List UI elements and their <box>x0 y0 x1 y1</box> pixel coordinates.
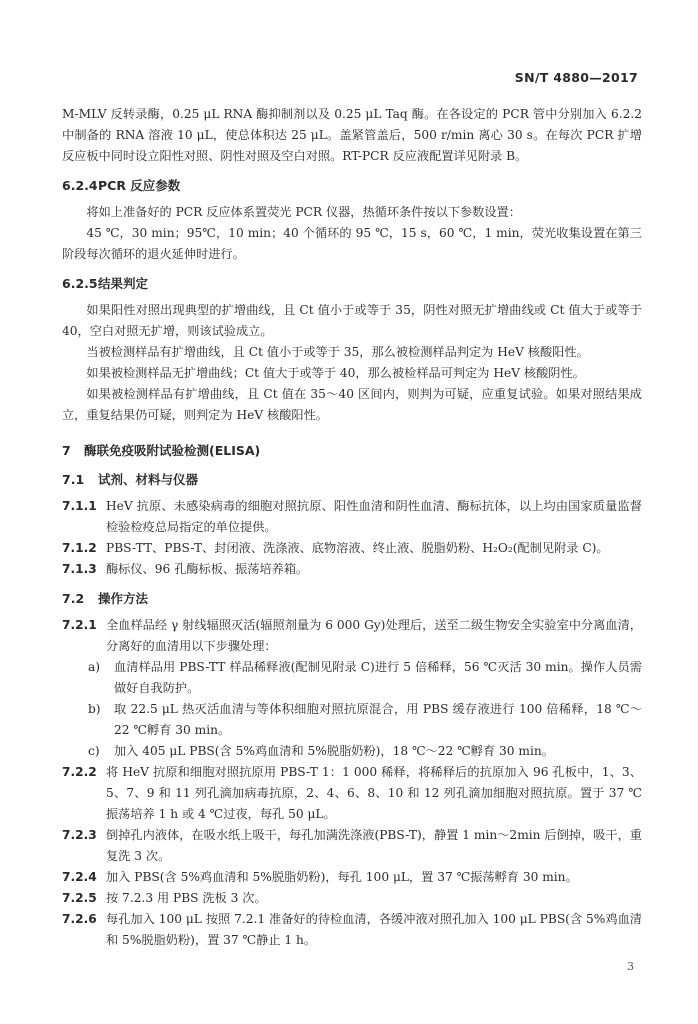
clause-number: 7.1.3 <box>62 562 97 576</box>
clause-item <box>62 538 642 559</box>
clause-text: 全血样品经 γ 射线辐照灭活(辐照剂量为 6 000 Gy)处理后，送至二级生物安全实验室中分离血清，分离好的血清用以下步骤处理： <box>106 618 642 653</box>
sub-step <box>88 699 642 741</box>
paragraph: 当被检测样品有扩增曲线，且 Ct 值小于或等于 35，那么被检测样品判定为 HeV 核酸阳性。 <box>86 345 589 359</box>
clause-item <box>62 615 642 657</box>
section-number: 6.2.4 <box>62 178 98 193</box>
section-7-1-heading <box>62 469 642 490</box>
sub-step-text: 取 22.5 μL 热灭活血清与等体积细胞对照抗原混合，用 PBS 缓存液进行 100 倍稀释，18 ℃～22 ℃孵育 30 min。 <box>114 702 642 737</box>
clause-text: PBS-TT、PBS-T、封闭液、洗涤液、底物溶液、终止液、脱脂奶粉、H₂O₂(配制见附录 C)。 <box>106 541 609 555</box>
clause-number: 7.2.5 <box>62 891 97 905</box>
section-7-2-heading <box>62 588 642 609</box>
sub-step <box>88 657 642 699</box>
sub-step-text: 加入 405 μL PBS(含 5%鸡血清和 5%脱脂奶粉)，18 ℃～22 ℃孵育 30 min。 <box>114 744 554 758</box>
section-number: 7.1 <box>62 472 85 487</box>
clause-text: 将 HeV 抗原和细胞对照抗原用 PBS-T 1：1 000 稀释，将稀释后的抗原加入 96 孔板中，1、3、5、7、9 和 11 列孔滴加病毒抗原，2、4、6、8、10 和 12 列孔滴加细胞对照抗原。置于 37 ℃振荡培养 1 h 或 4 ℃过夜，每孔 50 μL。 <box>106 765 642 821</box>
clause-item <box>62 909 642 951</box>
sub-step-text: 血清样品用 PBS-TT 样品稀释液(配制见附录 C)进行 5 倍稀释，56 ℃灭活 30 min。操作人员需做好自我防护。 <box>114 660 642 695</box>
sub-step-label: b) <box>88 702 101 716</box>
section-number: 6.2.5 <box>62 276 98 291</box>
clause-item <box>62 559 642 580</box>
clause-number: 7.2.2 <box>62 765 97 779</box>
clause-item <box>62 496 642 538</box>
clause-item <box>62 825 642 867</box>
section-title: PCR 反应参数 <box>98 178 181 193</box>
paragraph: 将如上准备好的 PCR 反应体系置荧光 PCR 仪器，热循环条件按以下参数设置： <box>86 205 521 219</box>
section-title: 试剂、材料与仪器 <box>98 472 199 487</box>
clause-number: 7.1.1 <box>62 499 97 513</box>
section-number: 7 <box>62 443 71 458</box>
paragraph: 如果被检测样品有扩增曲线，且 Ct 值在 35～40 区间内，则判为可疑，应重复试验。如果对照结果成立，重复结果仍可疑，则判定为 HeV 核酸阳性。 <box>62 387 642 422</box>
section-title: 操作方法 <box>98 591 149 606</box>
clause-number: 7.2.6 <box>62 912 97 926</box>
clause-text: 按 7.2.3 用 PBS 洗板 3 次。 <box>106 891 267 905</box>
section-title: 酶联免疫吸附试验检测(ELISA) <box>84 443 261 458</box>
clause-item <box>62 762 642 825</box>
clause-text: HeV 抗原、未感染病毒的细胞对照抗原、阳性血清和阴性血清、酶标抗体，以上均由国家质量监督检验检疫总局指定的单位提供。 <box>106 499 642 534</box>
standard-code: SN/T 4880—2017 <box>514 70 638 85</box>
clause-text: 酶标仪、96 孔酶标板、振荡培养箱。 <box>106 562 309 576</box>
clause-text: 每孔加入 100 μL 按照 7.2.1 准备好的待检血清，各缓冲液对照孔加入 100 μL PBS(含 5%鸡血清和 5%脱脂奶粉)，置 37 ℃静止 1 h。 <box>106 912 642 947</box>
paragraph: 如果阳性对照出现典型的扩增曲线，且 Ct 值小于或等于 35，阴性对照无扩增曲线或 Ct 值大于或等于 40，空白对照无扩增，则该试验成立。 <box>62 303 642 338</box>
paragraph: 如果被检测样品无扩增曲线；Ct 值大于或等于 40，那么被检样品可判定为 HeV 核酸阴性。 <box>86 366 585 380</box>
clause-text: 倒掉孔内液体，在吸水纸上吸干，每孔加满洗涤液(PBS-T)，静置 1 min～2min 后倒掉，吸干，重复洗 3 次。 <box>106 828 642 863</box>
clause-number: 7.1.2 <box>62 541 97 555</box>
sub-step-label: a) <box>88 660 101 674</box>
section-6-2-4-heading <box>62 175 642 196</box>
clause-item <box>62 867 642 888</box>
sub-step <box>88 741 642 762</box>
clause-text: 加入 PBS(含 5%鸡血清和 5%脱脂奶粉)，每孔 100 μL，置 37 ℃振荡孵育 30 min。 <box>106 870 578 884</box>
clause-item <box>62 888 642 909</box>
section-7-heading <box>62 440 642 461</box>
section-title: 结果判定 <box>98 276 149 291</box>
clause-number: 7.2.1 <box>62 618 97 632</box>
document-body <box>62 104 642 951</box>
page-number: 3 <box>627 960 634 973</box>
paragraph: 45 ℃，30 min；95℃，10 min；40 个循环的 95 ℃，15 s，60 ℃，1 min，荧光收集设置在第三阶段每次循环的退火延伸时进行。 <box>62 226 642 261</box>
section-6-2-5-heading <box>62 273 642 294</box>
clause-number: 7.2.3 <box>62 828 97 842</box>
sub-step-label: c) <box>88 744 100 758</box>
clause-number: 7.2.4 <box>62 870 97 884</box>
section-number: 7.2 <box>62 591 85 606</box>
intro-paragraph: M-MLV 反转录酶，0.25 μL RNA 酶抑制剂以及 0.25 μL Taq 酶。在各设定的 PCR 管中分别加入 6.2.2 中制备的 RNA 溶液 10 μL，使总体积达 25 μL。盖紧管盖后，500 r/min 离心 30 s。在每次 PCR 扩增反应板中同时设立阳性对照、阴性对照及空白对照。RT-PCR 反应液配置详见附录 B。 <box>62 107 642 163</box>
